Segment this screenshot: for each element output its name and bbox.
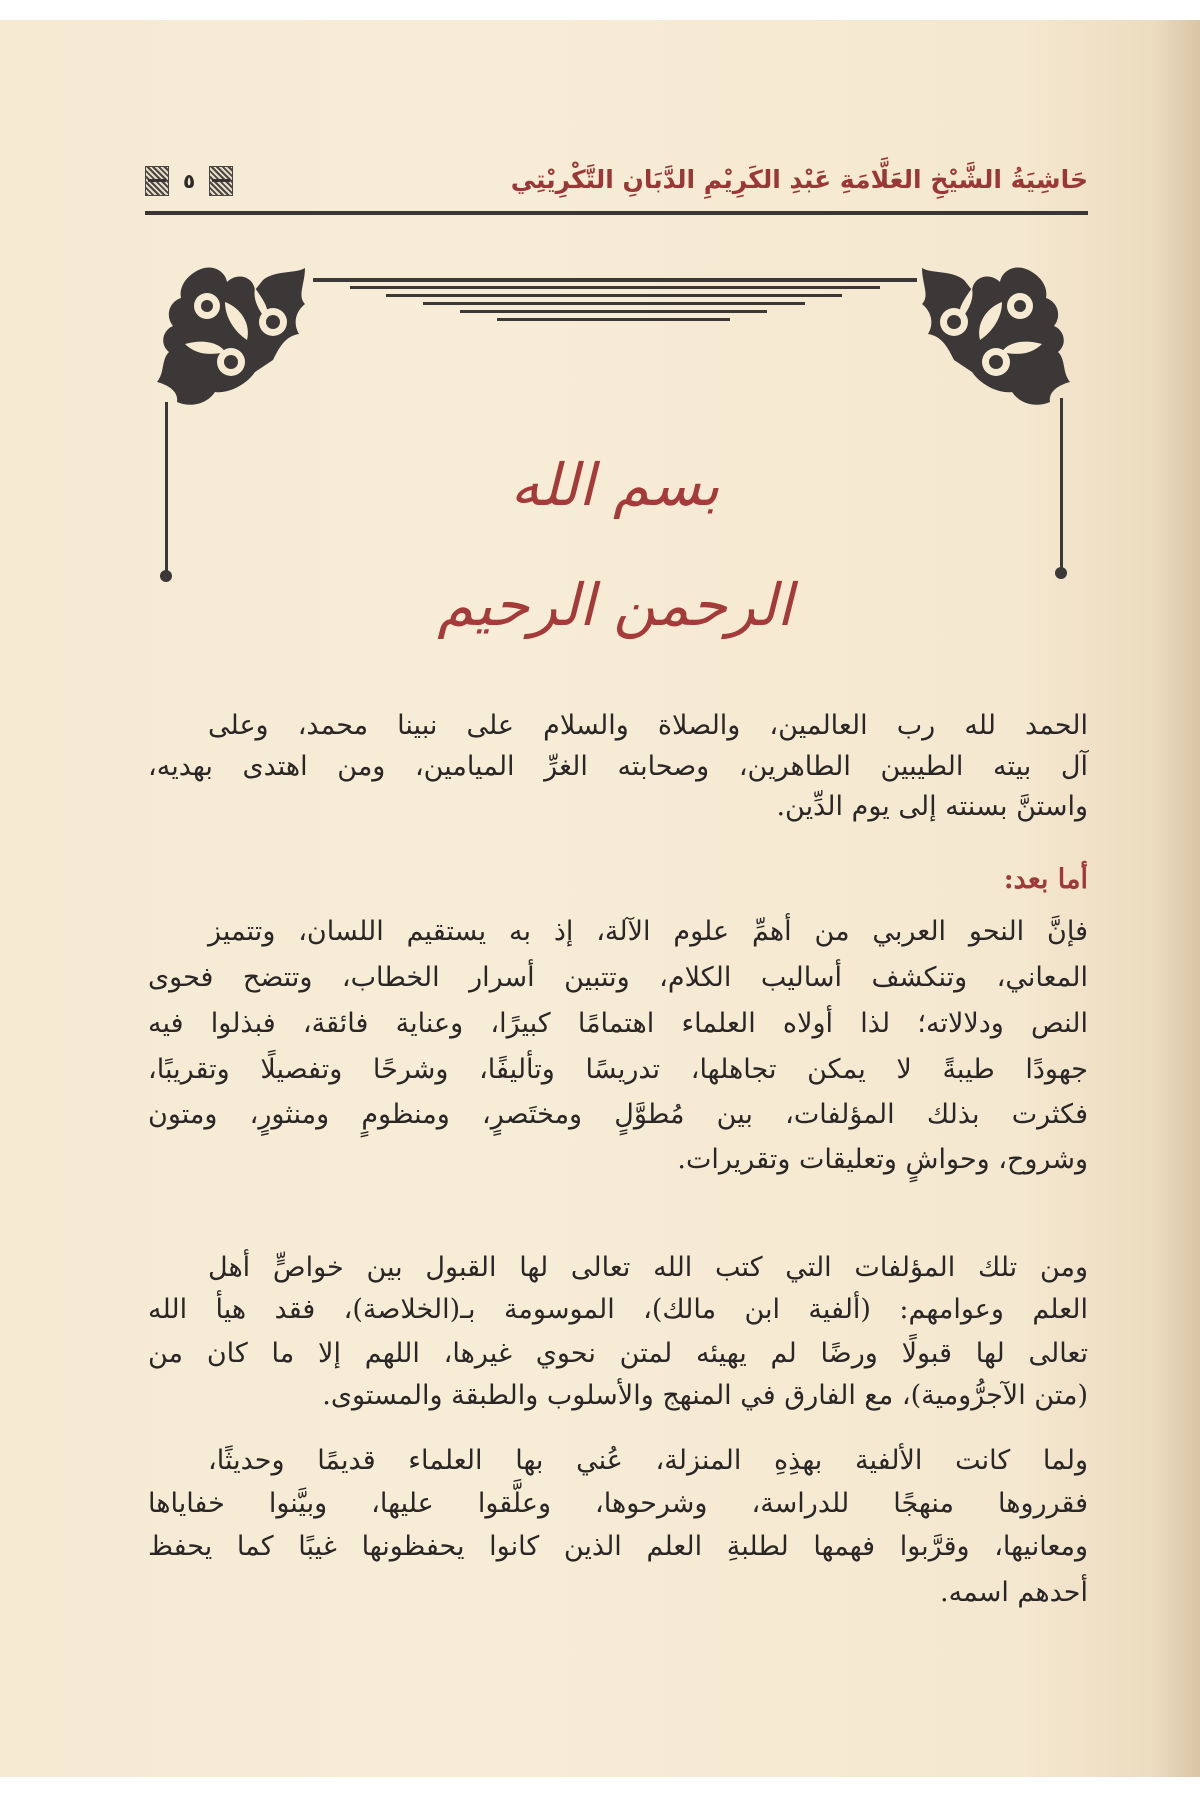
paragraph-1-line: واستنَّ بسنته إلى يوم الدِّين. <box>776 791 1088 822</box>
subheading-amma-baad: أما بعد: <box>1003 864 1088 895</box>
page-number: ٥ <box>183 169 196 193</box>
paragraph-3-line: (متن الآجرُّومية)، مع الفارق في المنهج والأسلوب والطبقة والمستوى. <box>322 1380 1088 1411</box>
body-text <box>148 0 1088 1800</box>
paragraph-4-line: ومعانيها، وقرَّبوا فهمها لطلبةِ العلم الذين كانوا يحفظونها غيبًا كما يحفظ <box>148 1531 1088 1562</box>
paragraph-1-line: الحمد لله رب العالمين، والصلاة والسلام على نبينا محمد، وعلى <box>208 710 1088 741</box>
paragraph-4-line: ولما كانت الألفية بهذِهِ المنزلة، عُني بها العلماء قديمًا وحديثًا، <box>208 1445 1088 1476</box>
paragraph-3-line: تعالى لها قبولًا ورضًا لم يهيئه لمتن نحوي غيرها، اللهم إلا ما كان من <box>148 1338 1088 1369</box>
paragraph-3-line: العلم وعوامهم: (ألفية ابن مالك)، الموسومة بـ(الخلاصة)، فقد هيأ الله <box>148 1294 1088 1325</box>
running-head-title: حَاشِيَةُ الشَّيْخِ العَلَّامَةِ عَبْدِ الكَرِيْمِ الدَّبَانِ التَّكْرِيْتِي <box>510 165 1088 194</box>
paragraph-2-line: فإنَّ النحو العربي من أهمِّ علوم الآلة، إذ به يستقيم اللسان، وتتميز <box>208 916 1088 947</box>
paragraph-2-line: وشروح، وحواشٍ وتعليقات وتقريرات. <box>677 1144 1088 1175</box>
paragraph-1-line: آل بيته الطيبين الطاهرين، وصحابته الغرِّ الميامين، ومن اهتدى بهديه، <box>148 751 1088 782</box>
paragraph-4-line: أحدهم اسمه. <box>940 1577 1088 1608</box>
paragraph-2-line: فكثرت بذلك المؤلفات، بين مُطوَّلٍ ومختَصرٍ، ومنظومٍ ومنثورٍ، ومتون <box>148 1099 1088 1130</box>
paragraph-3-line: ومن تلك المؤلفات التي كتب الله تعالى لها القبول بين خواصٍّ أهل <box>208 1252 1088 1283</box>
paragraph-2-line: النص ودلالاته؛ لذا أولاه العلماء اهتمامًا كبيرًا، وعناية فائقة، فبذلوا فيه <box>148 1008 1088 1039</box>
paragraph-4-line: فقرروها منهجًا للدراسة، وشرحوها، وعلَّقوا عليها، وبيَّنوا خفاياها <box>148 1488 1088 1519</box>
paragraph-2-line: المعاني، وتنكشف أساليب الكلام، وتتبين أسرار الخطاب، وتتضح فحوى <box>148 962 1088 993</box>
paragraph-2-line: جهودًا طيبةً لا يمكن تجاهلها، تدريسًا وتأليفًا، وشرحًا وتفصيلًا وتقريبًا، <box>148 1054 1088 1085</box>
basmala-calligraphy: بسم الله الرحمن الرحيم <box>437 451 793 639</box>
